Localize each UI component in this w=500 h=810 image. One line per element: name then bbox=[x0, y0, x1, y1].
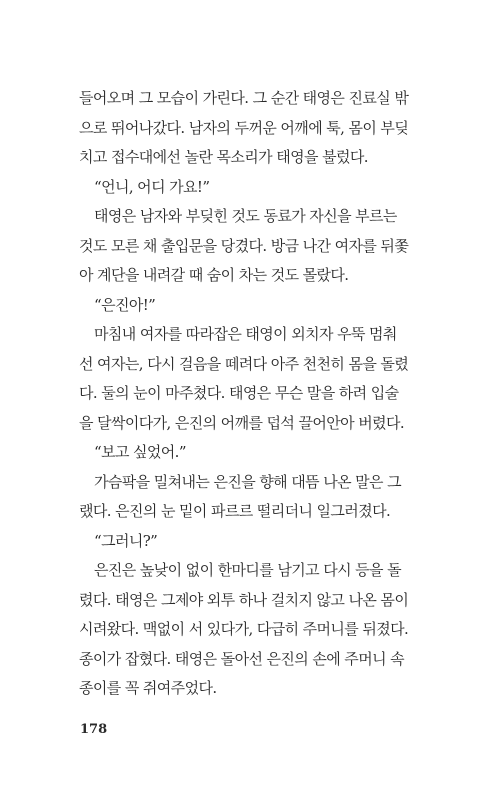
text-line: 을 달싹이다가, 은진의 어깨를 덥석 끌어안아 버렸다. bbox=[79, 413, 405, 432]
text-line: 렸다. 태영은 그제야 외투 하나 걸치지 않고 나온 몸이 bbox=[79, 590, 409, 609]
dialogue-line: “그러니?” bbox=[94, 531, 158, 550]
text-line: 치고 접수대에선 놀란 목소리가 태영을 불렀다. bbox=[79, 148, 368, 166]
text-line: 태영은 남자와 부딪힌 것도 동료가 자신을 부르는 bbox=[94, 207, 397, 225]
text-line: 종이를 꼭 쥐여주었다. bbox=[79, 679, 217, 697]
body-text bbox=[79, 84, 409, 704]
text-line: 들어오며 그 모습이 가린다. 그 순간 태영은 진료실 밖 bbox=[79, 89, 409, 107]
dialogue-line: “언니, 어디 가요!” bbox=[94, 177, 210, 196]
text-line: 가슴팍을 밀쳐내는 은진을 향해 대뜸 나온 말은 그 bbox=[94, 472, 401, 491]
text-line: 은진은 높낮이 없이 한마디를 남기고 다시 등을 돌 bbox=[94, 561, 401, 579]
text-line: 선 여자는, 다시 걸음을 떼려다 아주 천천히 몸을 돌렸 bbox=[79, 354, 409, 373]
text-line: 것도 모른 채 출입문을 당겼다. 방금 나간 여자를 뒤쫓 bbox=[79, 236, 409, 255]
text-line: 다. 둘의 눈이 마주쳤다. 태영은 무슨 말을 하려 입술 bbox=[79, 384, 399, 402]
dialogue-line: “은진아!” bbox=[94, 295, 156, 314]
text-line: 마침내 여자를 따라잡은 태영이 외치자 우뚝 멈춰 bbox=[94, 325, 397, 343]
text-line: 시려왔다. 맥없이 서 있다가, 다급히 주머니를 뒤졌다. bbox=[79, 620, 409, 638]
text-line: 랬다. 은진의 눈 밑이 파르르 떨리더니 일그러졌다. bbox=[79, 502, 391, 520]
page-number: 178 bbox=[80, 722, 108, 737]
text-line: 종이가 잡혔다. 태영은 돌아선 은진의 손에 주머니 속 bbox=[79, 649, 405, 668]
text-line: 으로 뛰어나갔다. 남자의 두꺼운 어깨에 툭, 몸이 부딪 bbox=[79, 118, 409, 137]
text-line: 아 계단을 내려갈 때 숨이 차는 것도 몰랐다. bbox=[79, 266, 349, 284]
dialogue-line: “보고 싶었어.” bbox=[94, 443, 186, 461]
